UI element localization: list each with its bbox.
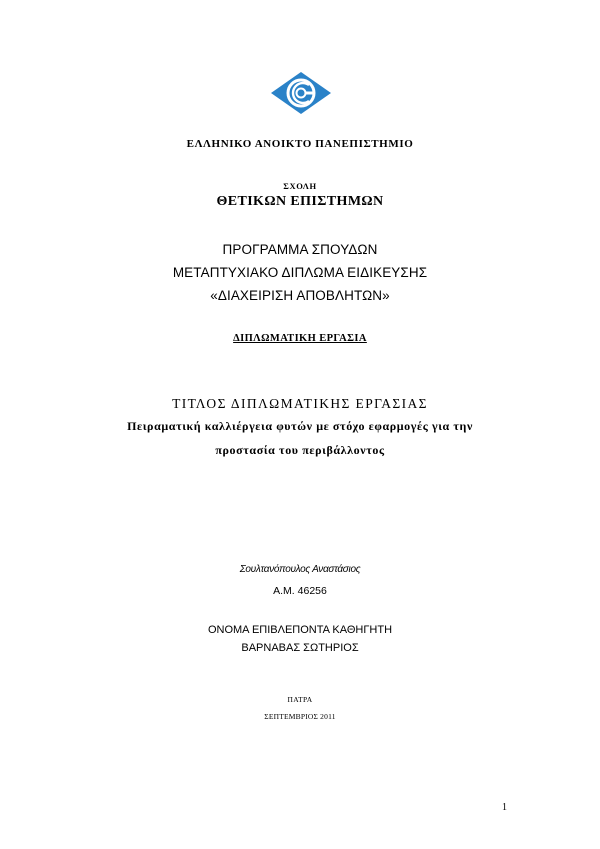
school-label: ΣΧΟΛΗ: [283, 181, 317, 191]
date: ΣΕΠΤΕΜΒΡΙΟΣ 2011: [264, 712, 336, 721]
university-logo-icon: [270, 71, 332, 115]
thesis-label: ΔΙΠΛΩΜΑΤΙΚΗ ΕΡΓΑΣΙΑ: [233, 333, 367, 344]
supervisor-name: ΒΑΡΝΑΒΑΣ ΣΩΤΗΡΙΟΣ: [241, 642, 359, 654]
program-label: ΠΡΟΓΡΑΜΜΑ ΣΠΟΥΔΩΝ: [222, 242, 378, 257]
city: ΠΑΤΡΑ: [287, 695, 313, 704]
supervisor-label: ΟΝΟΜΑ ΕΠΙΒΛΕΠΟΝΤΑ ΚΑΘΗΓΗΤΗ: [207, 624, 393, 636]
thesis-title-line-2: προστασία του περιβάλλοντος: [215, 443, 385, 457]
school-name: ΘΕΤΙΚΩΝ ΕΠΙΣΤΗΜΩΝ: [216, 194, 384, 209]
registration-number: Α.Μ. 46256: [273, 585, 327, 597]
thesis-title-label: ΤΙΤΛΟΣ ΔΙΠΛΩΜΑΤΙΚΗΣ ΕΡΓΑΣΙΑΣ: [172, 396, 428, 411]
program-degree: ΜΕΤΑΠΤΥΧΙΑΚΟ ΔΙΠΛΩΜΑ ΕΙΔΙΚΕΥΣΗΣ: [172, 265, 428, 280]
author-name: Σουλτανόπουλος Αναστάσιος: [239, 564, 361, 575]
university-name: ΕΛΛΗΝΙΚΟ ΑΝΟΙΚΤΟ ΠΑΝΕΠΙΣΤΗΜΙΟ: [186, 138, 414, 150]
thesis-title-line-1: Πειραματική καλλιέργεια φυτών με στόχο εφαρμογές για την: [127, 419, 473, 433]
program-field: «ΔΙΑΧΕΙΡΙΣΗ ΑΠΟΒΛΗΤΩΝ»: [210, 288, 390, 303]
page-number: 1: [502, 802, 507, 813]
